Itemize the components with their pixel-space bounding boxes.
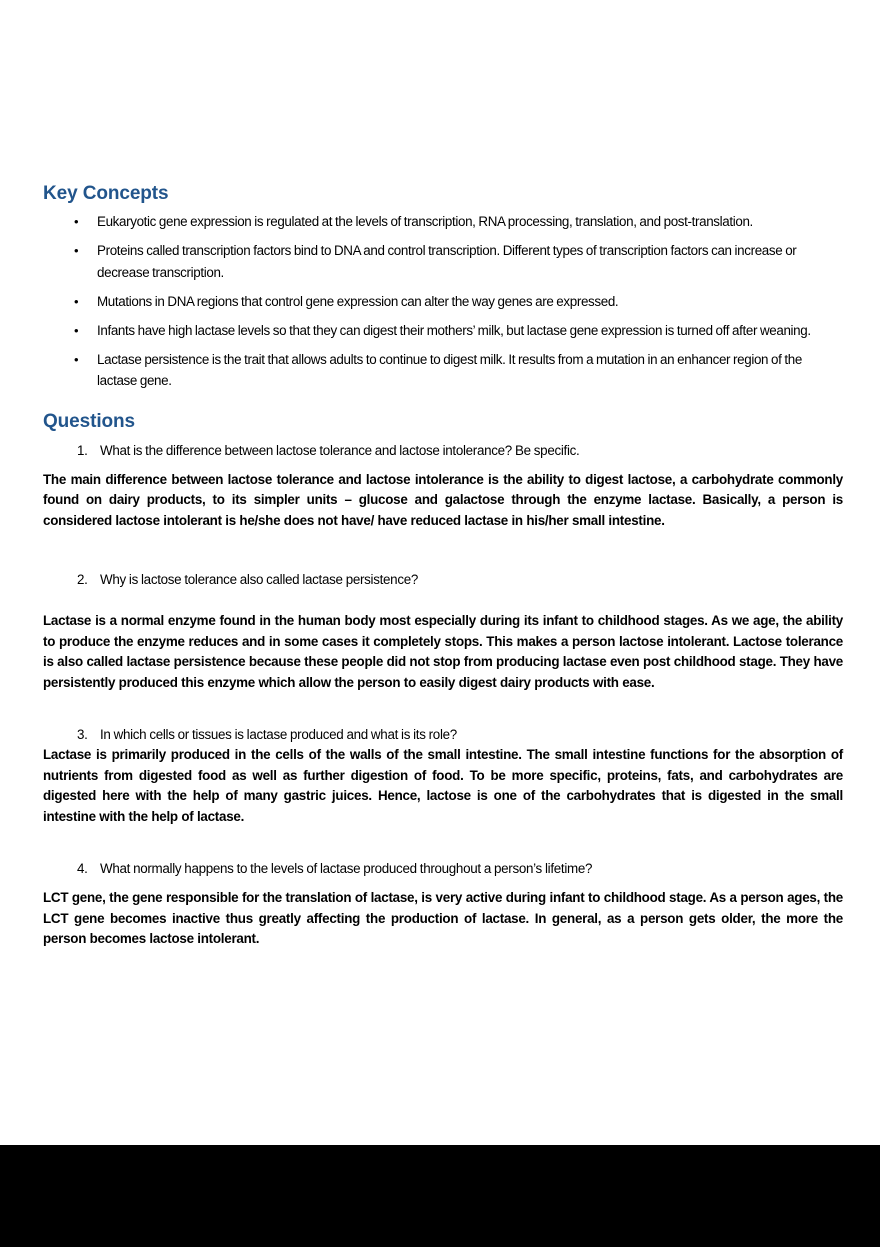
- bullet-icon: •: [74, 214, 79, 229]
- question-answer-block-1: [43, 440, 843, 532]
- spacer: [43, 590, 843, 611]
- document-content: [43, 182, 843, 950]
- question-label-4: What normally happens to the levels of lactase produced throughout a person’s lifetime?: [100, 861, 593, 876]
- page-bottom-black-bar: [0, 1145, 880, 1247]
- bullet-icon: •: [74, 243, 79, 258]
- questions-list: [43, 440, 843, 950]
- question-answer-block-4: [43, 858, 843, 950]
- bullet-icon: •: [74, 293, 79, 309]
- question-answer-block-3: [43, 724, 843, 827]
- list-item: [43, 320, 843, 342]
- spacer: [43, 693, 843, 724]
- bullet-icon: •: [74, 351, 79, 367]
- question-number-3: 3.: [77, 727, 88, 742]
- answer-text-2: Lactase is a normal enzyme found in the human body most especially during its infant to childhood stages. As we age, the ability to produce the enzyme reduces and in some cases it completely stops. This makes a person lactose intolerant. Lactose tolerance is also called lactase persistence because these people did not stop from producing lactase even post childhood stage. They have persistently produced this enzyme which allow the person to easily digest dairy products with ease.: [43, 613, 843, 690]
- spacer: [43, 461, 843, 470]
- question-label-1: What is the difference between lactose tolerance and lactose intolerance? Be specific.: [100, 442, 580, 458]
- question-text-4: [43, 858, 843, 879]
- question-text-1: [43, 440, 843, 461]
- key-concepts-list: [43, 211, 843, 392]
- question-answer-block-2: [43, 569, 843, 693]
- list-item: [43, 240, 843, 283]
- question-number-4: 4.: [77, 861, 88, 876]
- answer-text-4: LCT gene, the gene responsible for the translation of lactase, is very active during infant to childhood stage. As a person ages, the LCT gene becomes inactive thus greatly affecting the production of lactase. In general, as a person gets older, the more the person becomes lactose intolerant.: [43, 890, 843, 946]
- question-label-2: Why is lactose tolerance also called lactase persistence?: [100, 572, 419, 587]
- key-concept-text: Infants have high lactase levels so that they can digest their mothers’ milk, but lactase gene expression is turned off after weaning.: [97, 322, 811, 338]
- question-number-2: 2.: [77, 572, 88, 587]
- spacer: [43, 827, 843, 858]
- spacer: [43, 879, 843, 888]
- question-number-1: 1.: [77, 442, 88, 458]
- list-item: [43, 211, 843, 233]
- answer-text-3: Lactase is primarily produced in the cells of the walls of the small intestine. The small intestine functions for the absorption of nutrients from digested food as well as further digestion of food. To be more specific, proteins, fats, and carbohydrates are digested here with the help of many gastric juices. Hence, lactose is one of the carbohydrates that is digested in the small intestine with the help of lactase.: [43, 747, 843, 824]
- list-item: [43, 291, 843, 313]
- question-text-3: [43, 724, 843, 745]
- key-concept-text: Lactase persistence is the trait that allows adults to continue to digest milk. It results from a mutation in an enhancer region of the lactase gene.: [97, 351, 802, 388]
- answer-text-1: The main difference between lactose tolerance and lactose intolerance is the ability to digest lactose, a carbohydrate commonly found on dairy products, to its simpler units – glucose and galactose through the enzyme lactase. Basically, a person is considered lactose intolerant is he/she does not have/ have reduced lactase in his/her small intestine.: [43, 471, 843, 528]
- list-item: [43, 349, 843, 392]
- questions-heading: Questions: [43, 410, 136, 432]
- key-concepts-heading: Key Concepts: [43, 183, 169, 204]
- key-concept-text: Mutations in DNA regions that control gene expression can alter the way genes are expressed.: [97, 293, 619, 309]
- spacer: [43, 531, 843, 569]
- question-text-2: [43, 569, 843, 590]
- question-label-3: In which cells or tissues is lactase produced and what is its role?: [100, 727, 457, 742]
- key-concept-text: Proteins called transcription factors bind to DNA and control transcription. Different types of transcription factors can increase or decrease transcription.: [97, 243, 797, 280]
- key-concept-text: Eukaryotic gene expression is regulated at the levels of transcription, RNA processing, translation, and post-translation.: [97, 214, 753, 229]
- bullet-icon: •: [74, 322, 79, 338]
